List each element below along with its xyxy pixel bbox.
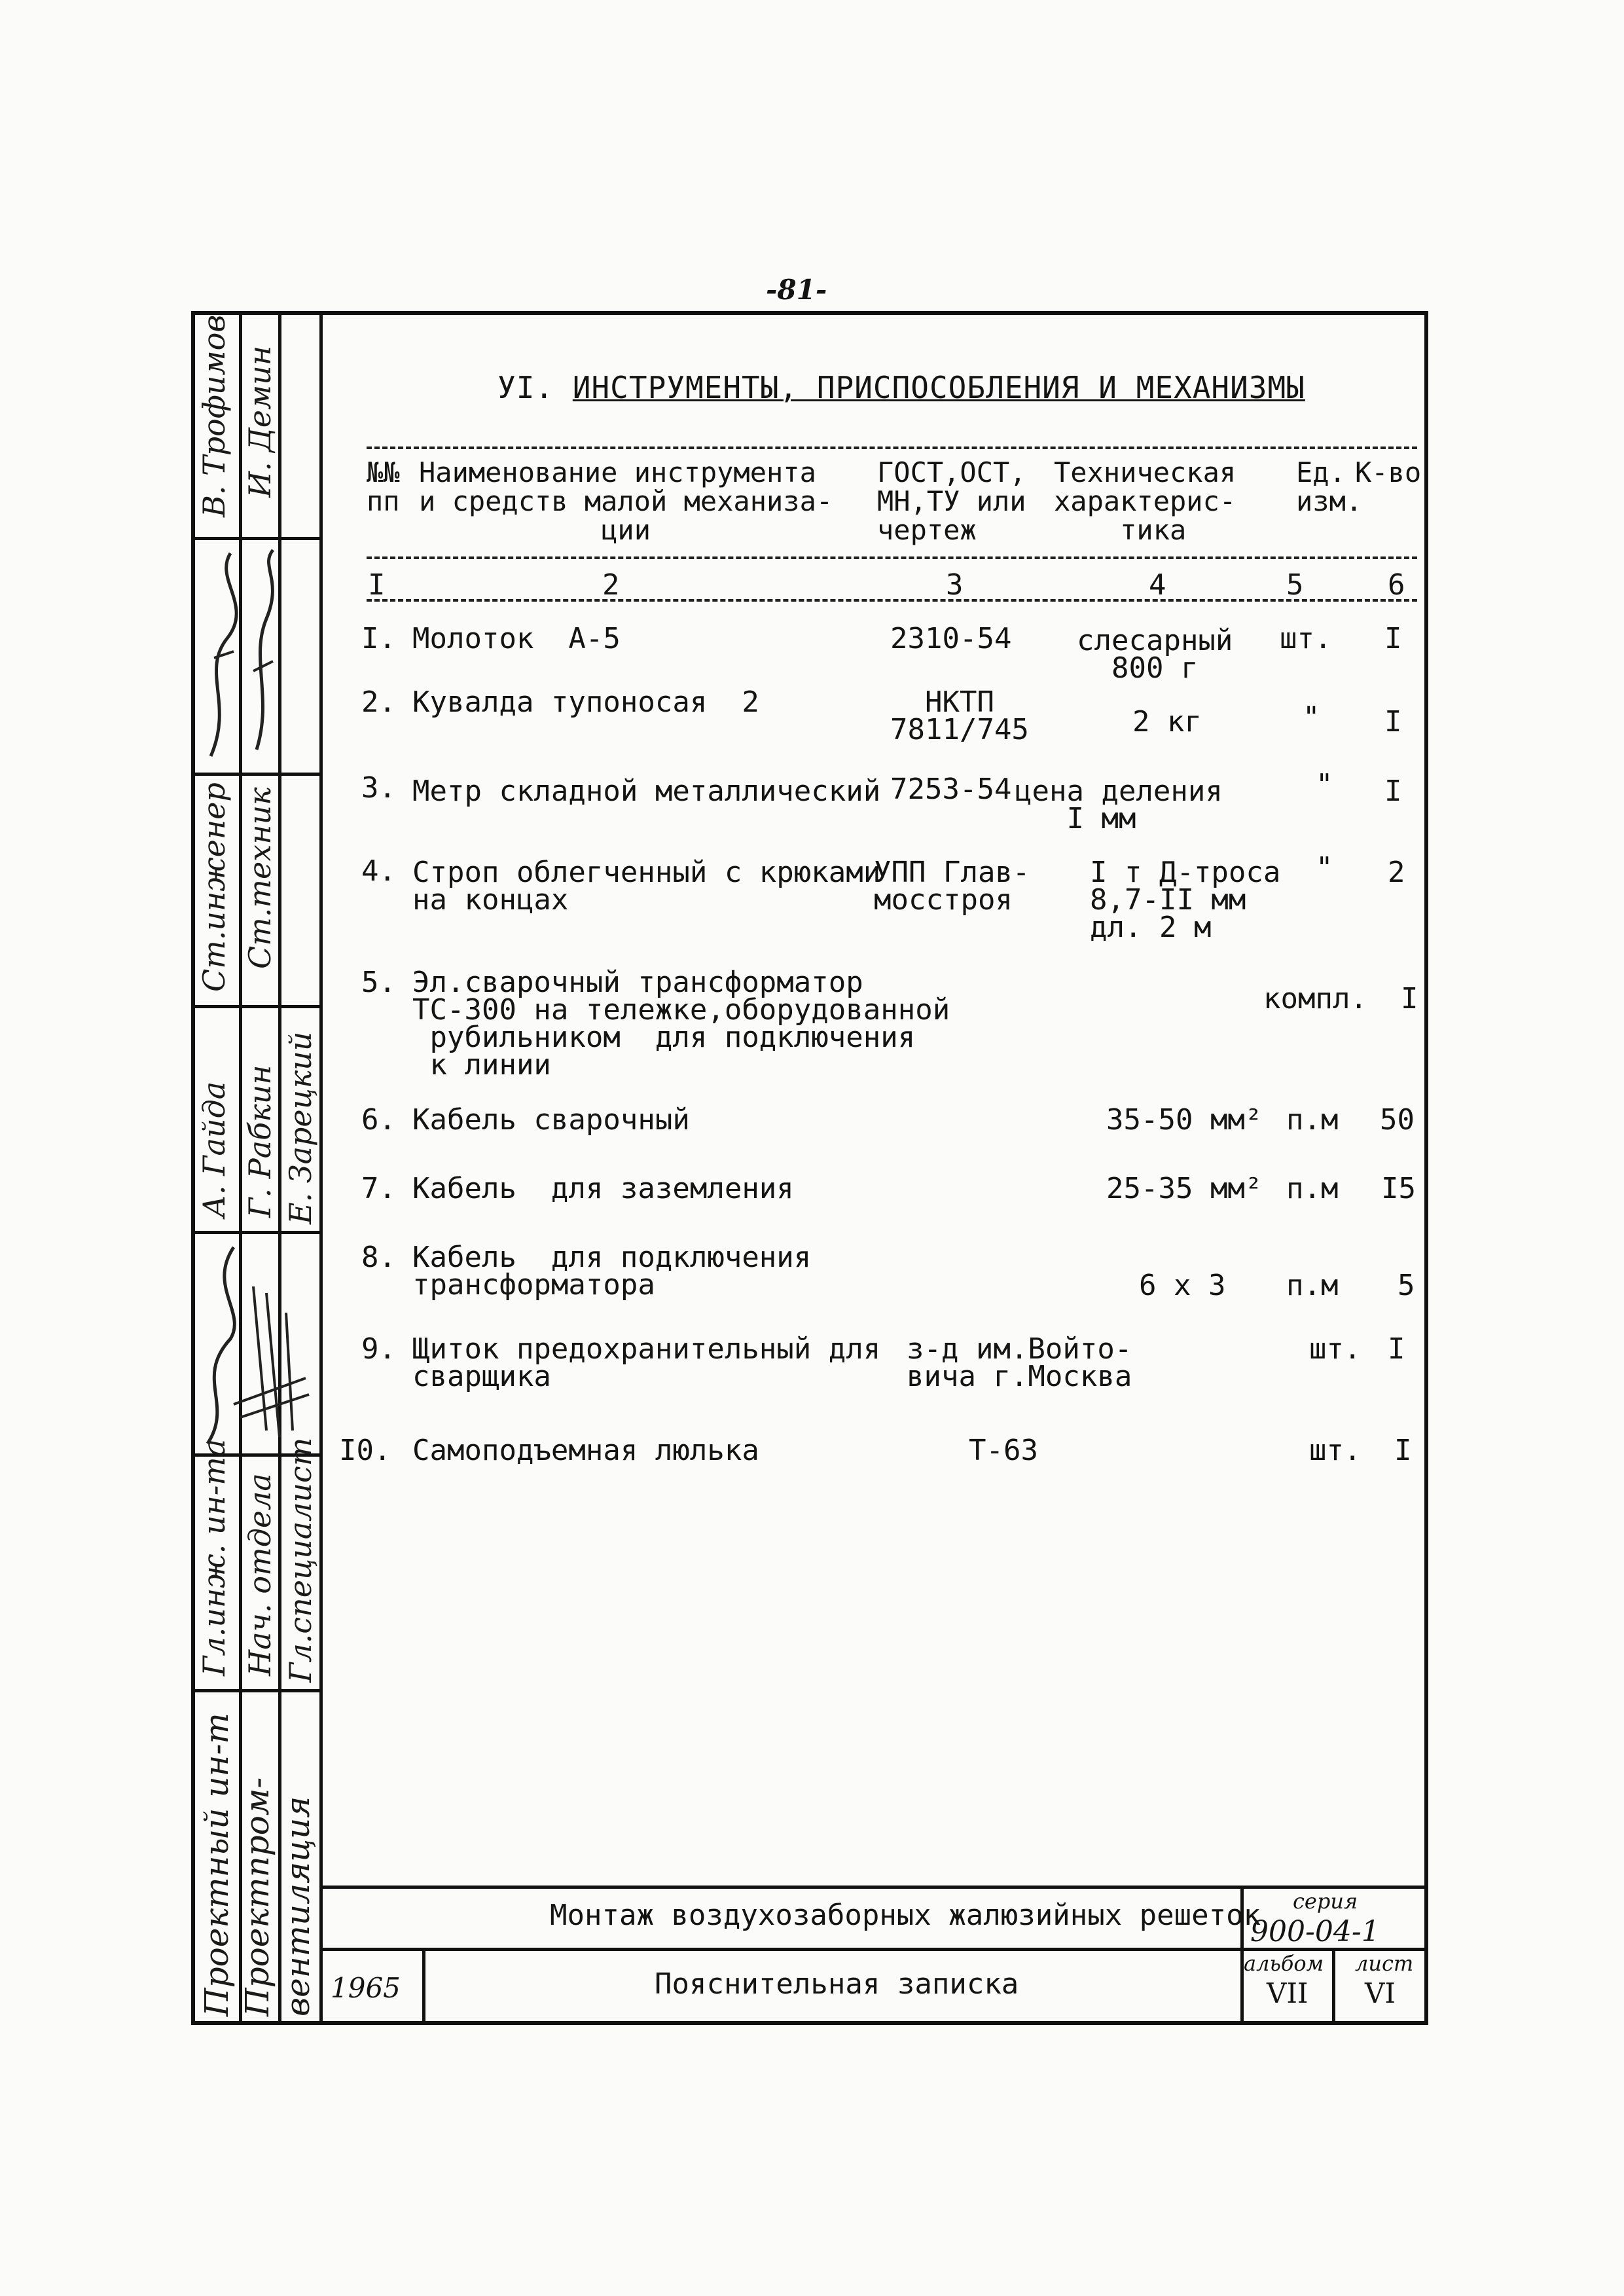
stamp-name-gaida: А. Гайда [196, 1081, 232, 1218]
row-spec: 2 кг [1132, 705, 1202, 738]
stamp-name-zaretsky: Е. Зарецкий [283, 1031, 318, 1224]
row-qty: 5 [1398, 1269, 1415, 1302]
row-name: Самоподъемная люлька [412, 1434, 759, 1467]
header-standard: ГОСТ,ОСТ, МН,ТУ или чертеж [877, 456, 1026, 546]
stamp-divider [194, 773, 319, 776]
stamp-year: 1965 [331, 1972, 401, 2004]
row-num: 4. [361, 854, 396, 888]
row-num: 6. [361, 1103, 396, 1137]
row-name: Кабель для подключения трансформатора [412, 1241, 812, 1302]
stamp-divider [194, 1005, 319, 1008]
row-unit: шт. [1309, 1434, 1362, 1467]
column-number: 2 [602, 568, 620, 602]
row-name: Щиток предохранительный для сварщика [412, 1332, 881, 1393]
row-name: Строп облегченный с крюками на концах [412, 856, 881, 917]
stamp-name-trofimov: В. Трофимов [196, 314, 232, 517]
row-num: 2. [361, 685, 396, 719]
stamp-role-department-head: Нач. отдела [242, 1473, 278, 1676]
header-num: №№ пп [367, 456, 400, 517]
row-qty: 2 [1388, 856, 1405, 889]
column-number-rule [367, 599, 1417, 602]
column-number: I [368, 568, 386, 602]
page-number: -81- [766, 274, 827, 306]
row-unit: " [1303, 701, 1320, 734]
row-name: Кабель сварочный [412, 1103, 690, 1137]
row-qty: I [1384, 622, 1402, 655]
row-name: Молоток А-5 [412, 622, 621, 655]
row-name: Эл.сварочный трансформатор ТС-300 на тележке,оборудованной рубильником для подключения к линии [412, 966, 950, 1082]
header-rule [367, 446, 1417, 449]
title-block-divider [422, 1948, 425, 2023]
row-unit: " [1316, 768, 1333, 801]
row-num: I0. [339, 1434, 391, 1467]
row-qty: I [1384, 705, 1402, 738]
row-standard: 2310-54 [890, 622, 1012, 655]
row-num: 7. [361, 1172, 396, 1205]
stamp-institute: Проектный ин-т Проектпром-вентиляция [198, 1713, 317, 2016]
signature-block-1 [194, 540, 319, 773]
header-rule [367, 556, 1417, 559]
row-name: Кувалда тупоносая 2 [412, 685, 759, 719]
column-number: 4 [1149, 568, 1166, 602]
row-qty: I [1394, 1434, 1412, 1467]
row-qty: I5 [1381, 1172, 1416, 1205]
section-title [497, 370, 1305, 405]
header-unit: Ед. изм. [1296, 456, 1363, 517]
header-name: Наименование инструмента и средств малой механиза- ции [419, 456, 833, 546]
stamp-role-senior-engineer: Ст.инженер [196, 782, 232, 992]
row-unit: шт. [1309, 1332, 1362, 1366]
row-unit: шт. [1280, 622, 1332, 655]
series-label: серия [1293, 1889, 1358, 1914]
row-qty: I [1384, 774, 1402, 808]
row-unit: п.м [1286, 1103, 1339, 1137]
stamp-name-demin: И. Демин [242, 345, 278, 498]
row-standard: НКТП 7811/745 [890, 685, 1029, 746]
row-num: 3. [361, 771, 396, 805]
row-standard: Т-63 [969, 1434, 1038, 1467]
row-num: 5. [361, 966, 396, 999]
stamp-role-senior-technician: Ст.техник [242, 787, 278, 969]
stamp-divider [194, 1689, 319, 1692]
row-unit: п.м [1286, 1269, 1339, 1302]
row-qty: I [1401, 982, 1418, 1015]
title-block-rule [319, 1886, 1426, 1889]
album-label: альбом [1244, 1951, 1324, 1976]
row-unit: компл. [1263, 982, 1367, 1015]
row-name: Кабель для заземления [412, 1172, 794, 1205]
row-spec: 6 х 3 [1139, 1269, 1226, 1302]
project-title: Монтаж воздухозаборных жалюзийных решеток [550, 1899, 1261, 1932]
row-num: 9. [361, 1332, 396, 1366]
stamp-divider [319, 314, 323, 2022]
row-num: 8. [361, 1241, 396, 1274]
title-block-divider [1332, 1948, 1335, 2023]
section-heading: ИНСТРУМЕНТЫ, ПРИСПОСОБЛЕНИЯ И МЕХАНИЗМЫ [572, 370, 1305, 405]
stamp-role-chief-specialist: Гл.специалист [283, 1437, 318, 1683]
section-number: УI. [497, 370, 554, 405]
stamp-name-rabkin: Г. Рабкин [242, 1065, 278, 1218]
row-unit: " [1316, 851, 1333, 884]
row-standard: 7253-54 [890, 773, 1012, 806]
column-number: 6 [1388, 568, 1405, 602]
signature-block-2 [194, 1234, 319, 1453]
document-title: Пояснительная записка [655, 1967, 1019, 2001]
column-number: 3 [946, 568, 964, 602]
row-name: Метр складной металлический [412, 774, 881, 808]
row-qty: I [1388, 1332, 1405, 1366]
header-spec: Техническая характерис- тика [1054, 456, 1236, 546]
album-value: VII [1267, 1977, 1308, 2009]
row-unit: п.м [1286, 1172, 1339, 1205]
row-spec: 35-50 мм² [1106, 1103, 1263, 1137]
row-spec: слесарный 800 г [1077, 624, 1233, 685]
row-spec: I т Д-троса 8,7-II мм дл. 2 м [1090, 856, 1281, 944]
column-number: 5 [1286, 568, 1304, 602]
sheet-value: VI [1365, 1977, 1396, 2009]
row-spec: цена деления I мм [1015, 774, 1223, 835]
stamp-role-chief-engineer: Гл.инж. ин-та [196, 1438, 232, 1676]
row-num: I. [361, 622, 396, 655]
row-spec: 25-35 мм² [1106, 1172, 1263, 1205]
row-standard: УПП Глав- мосстроя [874, 856, 1030, 917]
series-value: 900-04-1 [1250, 1915, 1380, 1948]
sheet-label: лист [1355, 1951, 1414, 1976]
header-qty: К-во [1355, 456, 1422, 488]
row-qty: 50 [1380, 1103, 1415, 1137]
row-standard: з-д им.Войто- вича г.Москва [907, 1332, 1132, 1393]
